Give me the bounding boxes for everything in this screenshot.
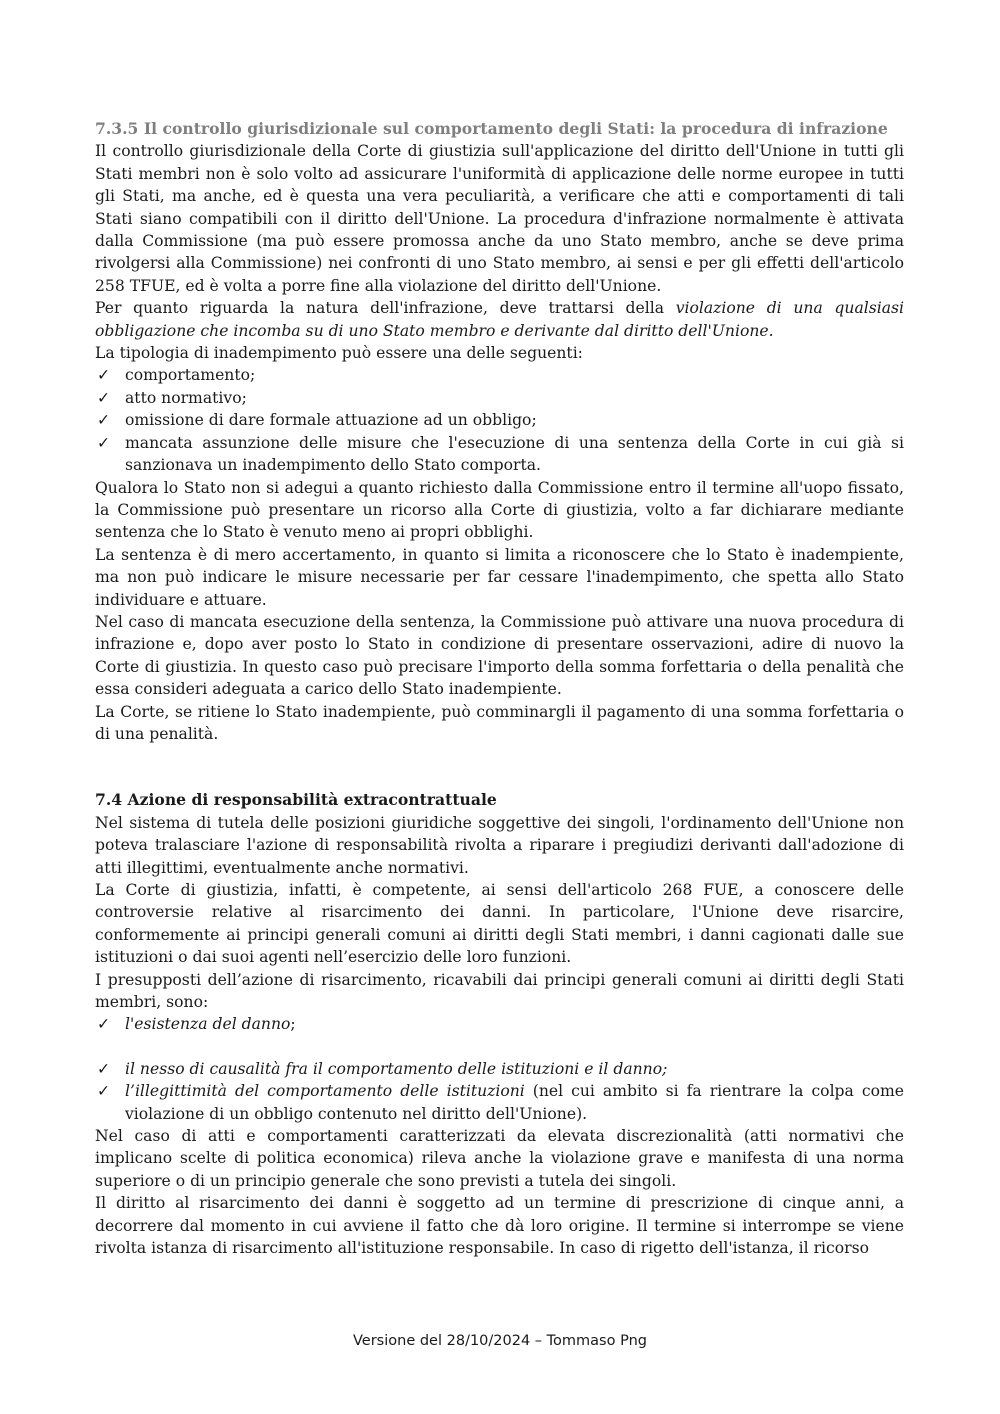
list-item-text: (nel cui ambito si fa rientrare la colpa come violazione di un obbligo contenuto nel diritto dell'Unione). <box>125 1082 904 1123</box>
checkmark-icon: ✓ <box>97 433 111 452</box>
list-item <box>95 1058 904 1080</box>
list-item <box>95 1013 904 1035</box>
paragraph: La sentenza è di mero accertamento, in quanto si limita a riconoscere che lo Stato è inadempiente, ma non può indicare le misure necessarie per far cessare l'inadempimento, che spetta allo Stato individuare e attuare. <box>95 545 904 609</box>
paragraph: Nel caso di mancata esecuzione della sentenza, la Commissione può attivare una nuova procedura di infrazione e, dopo aver posto lo Stato in condizione di presentare osservazioni, adire di nuovo la Corte di giustizia. In questo caso può precisare l'importo della somma forfettaria o della penalità che essa consideri adeguata a carico dello Stato inadempiente. <box>95 612 904 699</box>
list-item-text: atto normativo; <box>125 388 247 407</box>
paragraph: Nel sistema di tutela delle posizioni giuridiche soggettive dei singoli, l'ordinamento dell'Unione non poteva tralasciare l'azione di responsabilità rivolta a riparare i pregiudizi derivanti dall'adozione di atti illegittimi, eventualmente anche normativi. <box>95 813 904 877</box>
empty-line <box>95 1036 904 1058</box>
list-item-text: comportamento; <box>125 366 256 385</box>
list-item-text: omissione di dare formale attuazione ad un obbligo; <box>125 411 537 430</box>
list-item-text: mancata assunzione delle misure che l'esecuzione di una sentenza della Corte in cui già si sanzionava un inadempimento dello Stato comporta. <box>125 433 904 475</box>
list-item-text: ; <box>290 1015 296 1034</box>
italic-text: violazione di una qualsiasi obbligazione che incomba su di uno Stato membro e derivante dal diritto dell'Unione. <box>95 299 905 340</box>
list-item <box>95 387 904 409</box>
paragraph: I presupposti dell’azione di risarcimento, ricavabili dai principi generali comuni ai diritti degli Stati membri, sono: <box>95 970 904 1012</box>
paragraph: La Corte di giustizia, infatti, è competente, ai sensi dell'articolo 268 FUE, a conoscere delle controversie relative al risarcimento dei danni. In particolare, l'Unione deve risarcire, conformemente ai principi generali comuni ai diritti degli Stati membri, i danni cagionati dalle sue istituzioni o dai suoi agenti nell’esercizio delle loro funzioni. <box>95 881 904 967</box>
list-item <box>95 1080 904 1125</box>
checkmark-icon: ✓ <box>97 366 111 385</box>
checklist <box>95 364 904 476</box>
italic-text: l'esistenza del danno <box>125 1015 291 1034</box>
checkmark-icon: ✓ <box>97 1015 111 1034</box>
paragraph-text: Per quanto riguarda la natura dell'infrazione, deve trattarsi della <box>95 299 676 318</box>
list-item <box>95 364 904 386</box>
paragraph: Il controllo giurisdizionale della Corte di giustizia sull'applicazione del diritto dell'Unione in tutti gli Stati membri non è solo volto ad assicurare l'uniformità di applicazione delle norme europee in tutti gli Stati, ma anche, ed è questa una vera peculiarità, a verificare che atti e comportamenti di tali Stati siano compatibili con il diritto dell'Unione. La procedura d'infrazione normalmente è attivata dalla Commissione (ma può essere promossa anche da uno Stato membro, anche se deve prima rivolgersi alla Commissione) nei confronti di uno Stato membro, ai sensi e per gli effetti dell'articolo 258 TFUE, ed è volta a porre fine alla violazione del diritto dell'Unione. <box>95 142 904 295</box>
document-page <box>95 118 904 1260</box>
section-spacer <box>95 745 904 789</box>
paragraph: Il diritto al risarcimento dei danni è soggetto ad un termine di prescrizione di cinque anni, a decorrere dal momento in cui avviene il fatto che dà loro origine. Il termine si interrompe se viene rivolta istanza di risarcimento all'istituzione responsabile. In caso di rigetto dell'istanza, il ricorso <box>95 1194 904 1258</box>
checklist <box>95 1058 904 1125</box>
paragraph: La Corte, se ritiene lo Stato inadempiente, può comminargli il pagamento di una somma forfettaria o di una penalità. <box>95 702 904 743</box>
checkmark-icon: ✓ <box>97 1059 111 1078</box>
checkmark-icon: ✓ <box>97 1082 111 1101</box>
list-item <box>95 409 904 431</box>
italic-text: l’illegittimità del comportamento delle istituzioni <box>125 1082 525 1101</box>
section-heading-7-4: 7.4 Azione di responsabilità extracontrattuale <box>95 790 497 810</box>
page-footer: Versione del 28/10/2024 – Tommaso Png <box>353 1333 647 1349</box>
list-item <box>95 432 904 477</box>
paragraph: Nel caso di atti e comportamenti caratterizzati da elevata discrezionalità (atti normativi che implicano scelte di politica economica) rileva anche la violazione grave e manifesta di una norma superiore o di un principio generale che sono previsti a tutela dei singoli. <box>95 1127 904 1190</box>
italic-text: il nesso di causalità fra il comportamento delle istituzioni e il danno; <box>125 1059 668 1078</box>
section-heading-7-3-5: 7.3.5 Il controllo giurisdizionale sul comportamento degli Stati: la procedura di infrazione <box>95 119 888 138</box>
checklist <box>95 1013 904 1035</box>
paragraph: La tipologia di inadempimento può essere una delle seguenti: <box>95 344 583 363</box>
paragraph: Qualora lo Stato non si adegui a quanto richiesto dalla Commissione entro il termine all'uopo fissato, la Commissione può presentare un ricorso alla Corte di giustizia, volto a far dichiarare mediante sentenza che lo Stato è venuto meno ai propri obblighi. <box>95 478 904 542</box>
checkmark-icon: ✓ <box>97 388 111 407</box>
checkmark-icon: ✓ <box>97 411 111 430</box>
paragraph <box>95 297 904 342</box>
